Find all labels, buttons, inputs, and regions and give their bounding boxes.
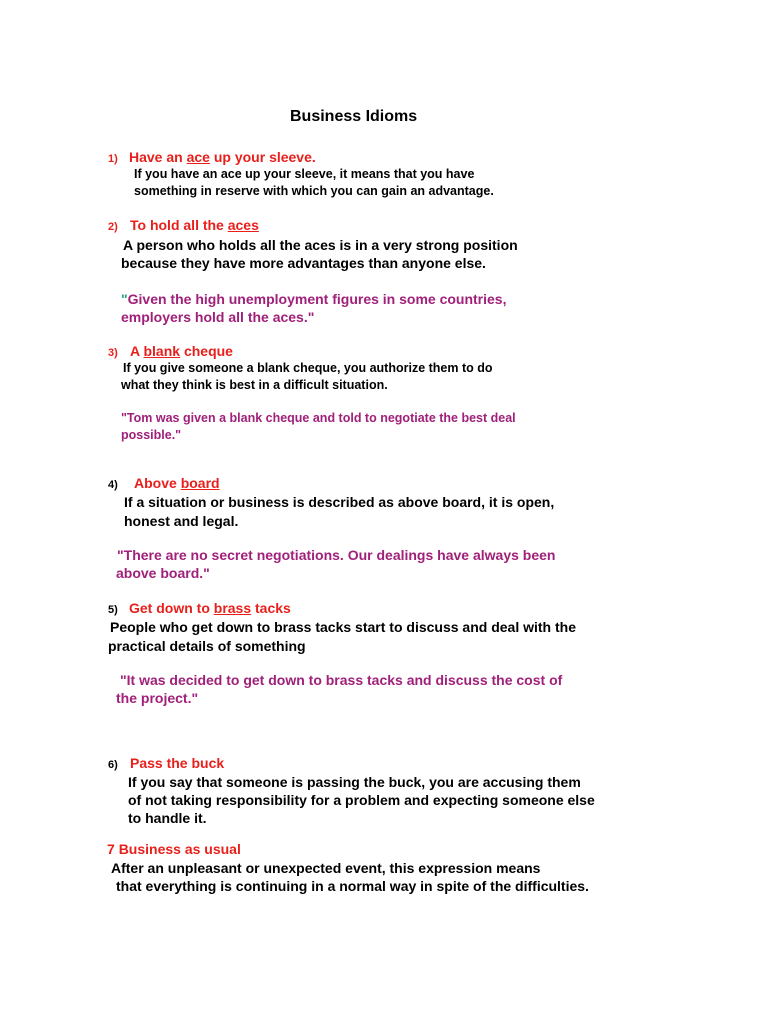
- idiom-1-heading-rest: up your sleeve.: [209, 149, 316, 165]
- idiom-6-heading: Pass the buck: [130, 755, 225, 771]
- idiom-5-example-line-1: "It was decided to get down to brass tacks and discuss the cost of: [120, 672, 563, 688]
- idiom-6-number: 6): [108, 759, 118, 771]
- idiom-2-definition-line-2: because they have more advantages than anyone else.: [121, 255, 486, 271]
- idiom-3-definition-line-1: If you give someone a blank cheque, you authorize them to do: [123, 361, 493, 375]
- idiom-2-example-text: Given the high unemployment figures in some countries,: [127, 291, 507, 307]
- idiom-4-heading-text: Above: [134, 475, 181, 491]
- idiom-3-example-line-1: "Tom was given a blank cheque and told to negotiate the best deal: [121, 411, 516, 425]
- idiom-5-definition-line-2: practical details of something: [108, 638, 306, 654]
- idiom-6-definition-line-3: to handle it.: [128, 810, 207, 826]
- idiom-5-definition-line-1: People who get down to brass tacks start to discuss and deal with the: [110, 619, 576, 635]
- idiom-3-number: 3): [108, 347, 118, 359]
- idiom-6-definition-line-1: If you say that someone is passing the buck, you are accusing them: [128, 774, 581, 790]
- idiom-2-heading: [130, 217, 259, 233]
- idiom-7-heading: [107, 841, 241, 857]
- idiom-2-keyword: aces: [227, 217, 259, 233]
- idiom-7-definition-line-1: After an unpleasant or unexpected event, this expression means: [111, 860, 541, 876]
- idiom-4-number: 4): [108, 479, 118, 491]
- idiom-5-keyword: brass: [213, 600, 252, 616]
- idiom-5-heading-text: Get down to: [129, 600, 214, 616]
- idiom-1-heading-text: Have an: [129, 149, 187, 165]
- idiom-2-heading-text: To hold all the: [130, 217, 228, 233]
- idiom-2-example-line-1: [121, 290, 506, 308]
- idiom-3-heading-rest: cheque: [180, 343, 233, 359]
- idiom-7-heading-text: Business as usual: [118, 841, 241, 857]
- idiom-2-example-line-2: employers hold all the aces.": [121, 309, 315, 325]
- idiom-5-number: 5): [108, 604, 118, 616]
- idiom-5-example-line-2: the project.": [116, 690, 199, 706]
- idiom-4-definition-line-2: honest and legal.: [124, 513, 239, 529]
- idiom-3-heading: [130, 343, 233, 359]
- idiom-1-keyword: ace: [186, 149, 210, 165]
- idiom-4-example-line-1: "There are no secret negotiations. Our dealings have always been: [117, 547, 556, 563]
- idiom-2-open-quote: ": [121, 291, 128, 307]
- idiom-4-definition-line-1: If a situation or business is described as above board, it is open,: [124, 494, 555, 510]
- idiom-4-example-line-2: above board.": [116, 565, 210, 581]
- idiom-1-definition-line-1: If you have an ace up your sleeve, it means that you have: [134, 167, 475, 181]
- idiom-1-number: 1): [108, 153, 118, 165]
- idiom-5-heading: [129, 600, 291, 616]
- idiom-1-heading: [129, 149, 316, 165]
- idiom-4-heading: [134, 475, 220, 491]
- idiom-2-definition-line-1: A person who holds all the aces is in a very strong position: [123, 237, 518, 253]
- idiom-3-definition-line-2: what they think is best in a difficult situation.: [121, 378, 388, 392]
- idiom-3-example-line-2: possible.": [121, 428, 182, 442]
- idiom-1-definition-line-2: something in reserve with which you can gain an advantage.: [134, 184, 494, 198]
- page-title: Business Idioms: [290, 108, 418, 125]
- idiom-7-number: 7: [107, 841, 115, 857]
- idiom-3-keyword: blank: [143, 343, 181, 359]
- idiom-7-definition-line-2: that everything is continuing in a normal way in spite of the difficulties.: [116, 878, 589, 894]
- idiom-5-heading-rest: tacks: [251, 600, 291, 616]
- idiom-3-heading-text: A: [130, 343, 144, 359]
- idiom-2-number: 2): [108, 221, 118, 233]
- idiom-6-definition-line-2: of not taking responsibility for a problem and expecting someone else: [128, 792, 595, 808]
- idiom-4-keyword: board: [180, 475, 220, 491]
